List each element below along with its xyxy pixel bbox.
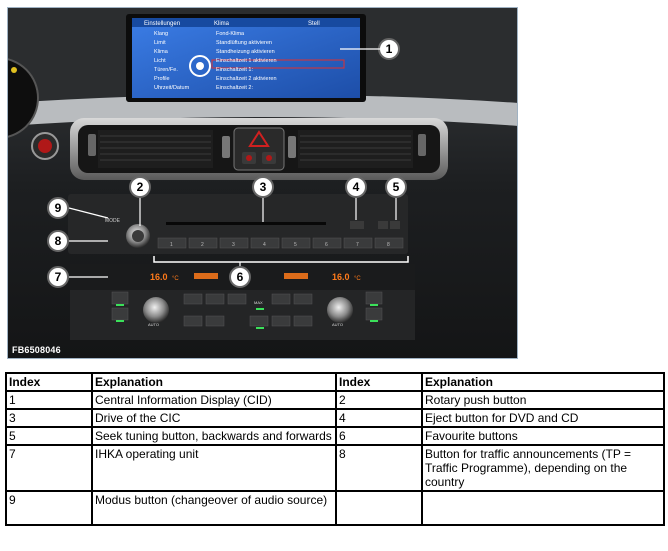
callout-7: 7 <box>47 266 69 288</box>
fan-bar-left <box>194 273 218 279</box>
cid-menu-item: Klima <box>154 49 168 55</box>
legend-index: 5 <box>6 427 92 445</box>
legend-row <box>6 409 664 427</box>
callout-1: 1 <box>378 38 400 60</box>
legend-explanation: Rotary push button <box>422 391 664 409</box>
favourite-button-number: 4 <box>263 242 266 248</box>
callout-3: 3 <box>252 176 274 198</box>
callout-2: 2 <box>129 176 151 198</box>
temp-knob-left <box>143 297 169 323</box>
legend-explanation: Favourite buttons <box>422 427 664 445</box>
header-explanation-2: Explanation <box>422 373 664 391</box>
cid-menu-item: Uhrzeit/Datum <box>154 85 190 91</box>
legend-explanation: Seek tuning button, backwards and forwards <box>92 427 336 445</box>
legend-explanation <box>422 491 664 525</box>
cid-menu-title: Einstellungen <box>144 21 181 27</box>
legend-index: 7 <box>6 445 92 491</box>
cid-header: Klima <box>214 21 230 27</box>
cid-state: Stell <box>308 21 320 27</box>
seek-forward-button <box>390 221 400 229</box>
legend-explanation: Drive of the CIC <box>92 409 336 427</box>
legend-explanation: Modus button (changeover of audio source) <box>92 491 336 525</box>
favourite-button-number: 3 <box>232 242 235 248</box>
seek-back-button <box>378 221 388 229</box>
temp-left-unit: °C <box>172 276 179 282</box>
cid-setting-item: Einschaltzeit 1: <box>216 67 253 73</box>
center-vents <box>70 118 448 180</box>
legend-row <box>6 445 664 491</box>
cid-setting-item: Standlüftung aktivieren <box>216 40 272 46</box>
legend-index: 4 <box>336 409 422 427</box>
callout-6: 6 <box>229 266 251 288</box>
favourite-button-number: 6 <box>325 242 328 248</box>
legend-explanation: IHKA operating unit <box>92 445 336 491</box>
favourite-button-number: 1 <box>170 242 173 248</box>
legend-index <box>336 491 422 525</box>
fan-bar-right <box>284 273 308 279</box>
cid-menu-item: Klang <box>154 31 169 37</box>
legend-explanation: Button for traffic announcements (TP = Traffic Programme), depending on the country <box>422 445 664 491</box>
cid-setting-item: Einschaltzeit 2 aktivieren <box>216 76 277 82</box>
legend-index: 9 <box>6 491 92 525</box>
header-explanation-1: Explanation <box>92 373 336 391</box>
header-index-2: Index <box>336 373 422 391</box>
favourite-button-number: 8 <box>387 242 390 248</box>
callout-4: 4 <box>345 176 367 198</box>
callout-8: 8 <box>47 230 69 252</box>
temp-right-unit: °C <box>354 276 361 282</box>
cid-menu-item: Licht <box>154 58 166 64</box>
legend-explanation: Central Information Display (CID) <box>92 391 336 409</box>
legend-header-row <box>6 373 664 391</box>
legend-row <box>6 491 664 525</box>
legend-row <box>6 427 664 445</box>
callout-9: 9 <box>47 197 69 219</box>
cid-menu-item: Profile <box>154 76 170 82</box>
favourite-button-number: 7 <box>356 242 359 248</box>
legend-row <box>6 391 664 409</box>
cid-menu-item: Türen/Fe. <box>154 67 178 73</box>
eject-button <box>350 221 364 229</box>
cid-setting-item: Standheizung aktivieren <box>216 49 275 55</box>
callout-5: 5 <box>385 176 407 198</box>
favourite-button-number: 5 <box>294 242 297 248</box>
legend-index: 2 <box>336 391 422 409</box>
legend-index: 1 <box>6 391 92 409</box>
cid-setting-item: Fond-Klima <box>216 31 245 37</box>
favourite-button-number: 2 <box>201 242 204 248</box>
cid-setting-item: Einschaltzeit 1 aktivieren <box>216 58 277 64</box>
start-stop-button <box>32 133 58 159</box>
legend-table <box>5 372 665 526</box>
auto-label-right: AUTO <box>332 322 344 327</box>
cd-slot <box>166 222 326 225</box>
legend-index: 6 <box>336 427 422 445</box>
temp-right-display: 16.0 <box>332 272 350 282</box>
legend-index: 3 <box>6 409 92 427</box>
temp-knob-right <box>327 297 353 323</box>
legend-explanation: Eject button for DVD and CD <box>422 409 664 427</box>
cid-menu-item: Limit <box>154 40 166 46</box>
auto-label-left: AUTO <box>148 322 160 327</box>
figure-id: FB6508046 <box>12 345 61 355</box>
dashboard-photo <box>7 7 518 359</box>
max-label: MAX <box>254 300 263 305</box>
temp-left-display: 16.0 <box>150 272 168 282</box>
mode-label: MODE <box>105 218 120 224</box>
cid-setting-item: Einschaltzeit 2: <box>216 85 253 91</box>
header-index-1: Index <box>6 373 92 391</box>
legend-index: 8 <box>336 445 422 491</box>
